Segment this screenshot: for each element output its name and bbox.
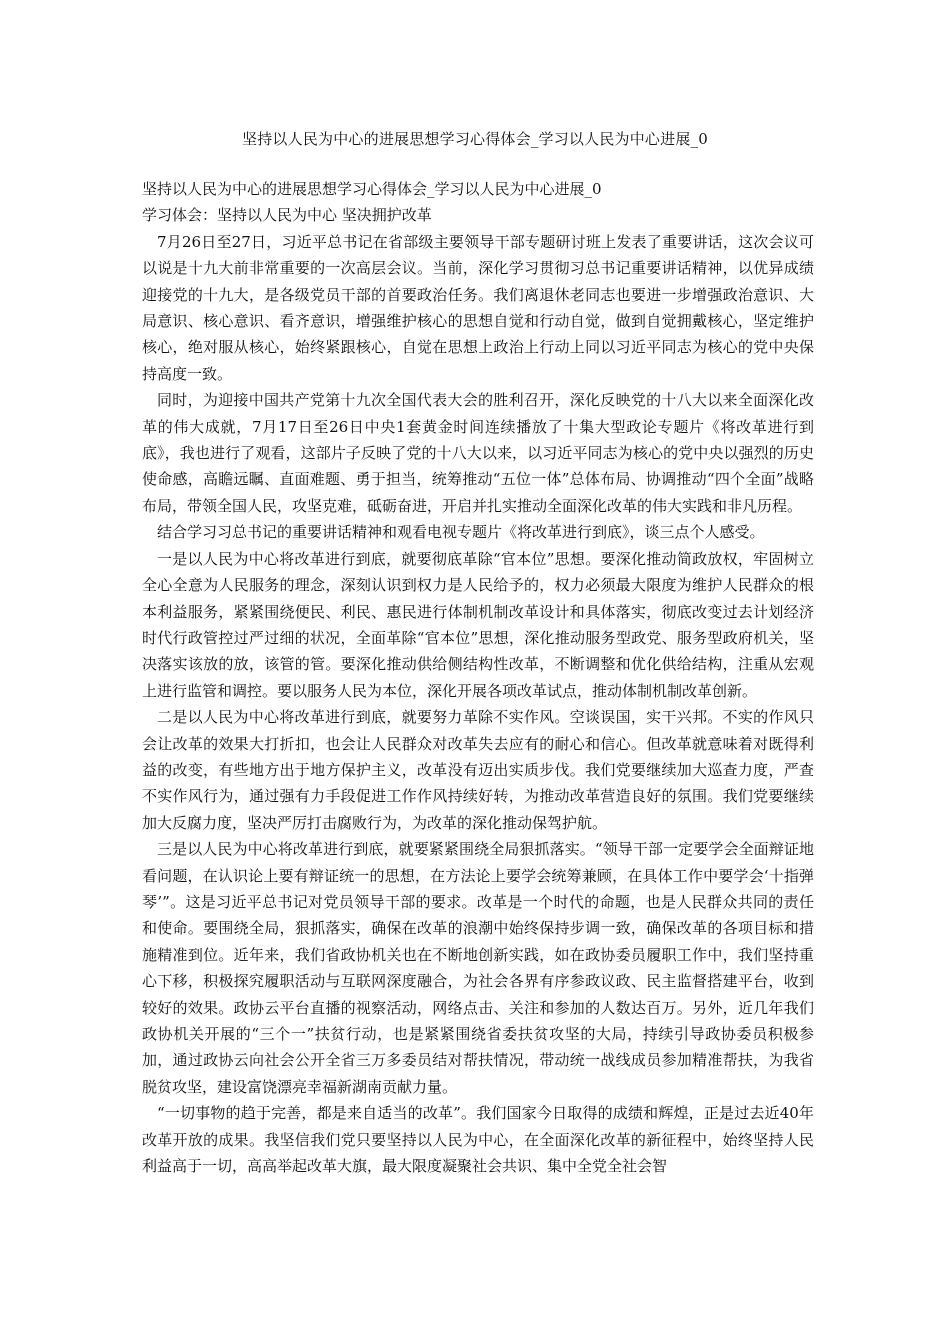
paragraph-6: 三是以人民为中心将改革进行到底，就要紧紧围绕全局狠抓落实。“领导干部一定要学会全面辩证地看问题，在认识论上要有辩证统一的思想，在方法论上要学会统筹兼顾，在具体工作中要学会‘十指弹琴’”。这是习近平总书记对党员领导干部的要求。改革是一个时代的命题，也是人民群众共同的责任和使命。要围绕全局，狠抓落实，确保在改革的浪潮中始终保持步调一致，确保改革的各项目标和措施精准到位。近年来，我们省政协机关也在不断地创新实践，如在政协委员履职工作中，我们坚持重心下移，积极探究履职活动与互联网深度融合，为社会各界有序参政议政、民主监督搭建平台，收到较好的效果。政协云平台直播的视察活动，网络点击、关注和参加的人数达百万。另外，近几年我们政协机关开展的“三个一”扶贫行动，也是紧紧围绕省委扶贫攻坚的大局，持续引导政协委员积极参加，通过政协云向社会公开全省三万多委员结对帮扶情况，带动统一战线成员参加精准帮扶，为我省脱贫攻坚，建设富饶漂亮幸福新湖南贡献力量。 [142, 840, 814, 1096]
paragraph-7: “一切事物的趋于完善，都是来自适当的改革”。我们国家今日取得的成绩和辉煌，正是过去近40年改革开放的成果。我坚信我们党只要坚持以人民为中心，在全面深化改革的新征程中，始终坚持人民利益高于一切，高高举起改革大旗，最大限度凝聚社会共识、集中全党全社会智 [142, 1104, 814, 1176]
paragraph-2: 同时，为迎接中国共产党第十九次全国代表大会的胜利召开，深化反映党的十八大以来全面深化改革的伟大成就，7月17日至26日中央1套黄金时间连续播放了十集大型政论专题片《将改革进行到底》，我也进行了观看，这部片子反映了党的十八大以来，以习近平同志为核心的党中央以强烈的历史使命感，高瞻远瞩、直面难题、勇于担当，统筹推动“五位一体”总体布局、协调推动“四个全面”战略布局，带领全国人民，攻坚克难，砥砺奋进，开启并扎实推动全面深化改革的伟大实践和非凡历程。 [142, 391, 814, 515]
paragraph-4: 一是以人民为中心将改革进行到底，就要彻底革除“官本位”思想。要深化推动简政放权，牢固树立全心全意为人民服务的理念，深刻认识到权力是人民给予的，权力必须最大限度为维护人民群众的根本利益服务，紧紧围绕便民、利民、惠民进行体制机制改革设计和具体落实，彻底改变过去计划经济时代行政管控过严过细的状况，全面革除“官本位”思想，深化推动服务型政党、服务型政府机关，坚决落实该放的放，该管的管。要深化推动供给侧结构性改革，不断调整和优化供给结构，注重从宏观上进行监管和调控。要以服务人民为本位，深化开展各项改革试点，推动体制机制改革创新。 [142, 549, 814, 700]
document-body [142, 176, 814, 1179]
document-heading: 学习体会：坚持以人民为中心 坚决拥护改革 [142, 206, 432, 225]
paragraph-5: 二是以人民为中心将改革进行到底，就要努力革除不实作风。空谈误国，实干兴邦。不实的作风只会让改革的效果大打折扣，也会让人民群众对改革失去应有的耐心和信心。但改革就意味着对既得利益的改变，有些地方出于地方保护主义，改革没有迈出实质步伐。我们党要继续加大巡查力度，严查不实作风行为，通过强有力手段促进工作作风持续好转，为推动改革营造良好的氛围。我们党要继续加大反腐力度，坚决严厉打击腐败行为，为改革的深化推动保驾护航。 [142, 708, 814, 832]
paragraph-1: 7月26日至27日，习近平总书记在省部级主要领导干部专题研讨班上发表了重要讲话，这次会议可以说是十九大前非常重要的一次高层会议。当前，深化学习贯彻习总书记重要讲话精神，以优异成绩迎接党的十九大，是各级党员干部的首要政治任务。我们离退休老同志也要进一步增强政治意识、大局意识、核心意识、看齐意识，增强维护核心的思想自觉和行动自觉，做到自觉拥戴核心，坚定维护核心，绝对服从核心，始终紧跟核心，自觉在思想上政治上行动上同以习近平同志为核心的党中央保持高度一致。 [142, 232, 814, 383]
paragraph-3: 结合学习习总书记的重要讲话精神和观看电视专题片《将改革进行到底》，谈三点个人感受。 [157, 523, 765, 542]
document-title: 坚持以人民为中心的进展思想学习心得体会_学习以人民为中心进展_0 [242, 130, 708, 148]
document-subtitle: 坚持以人民为中心的进展思想学习心得体会_学习以人民为中心进展_0 [142, 180, 602, 198]
